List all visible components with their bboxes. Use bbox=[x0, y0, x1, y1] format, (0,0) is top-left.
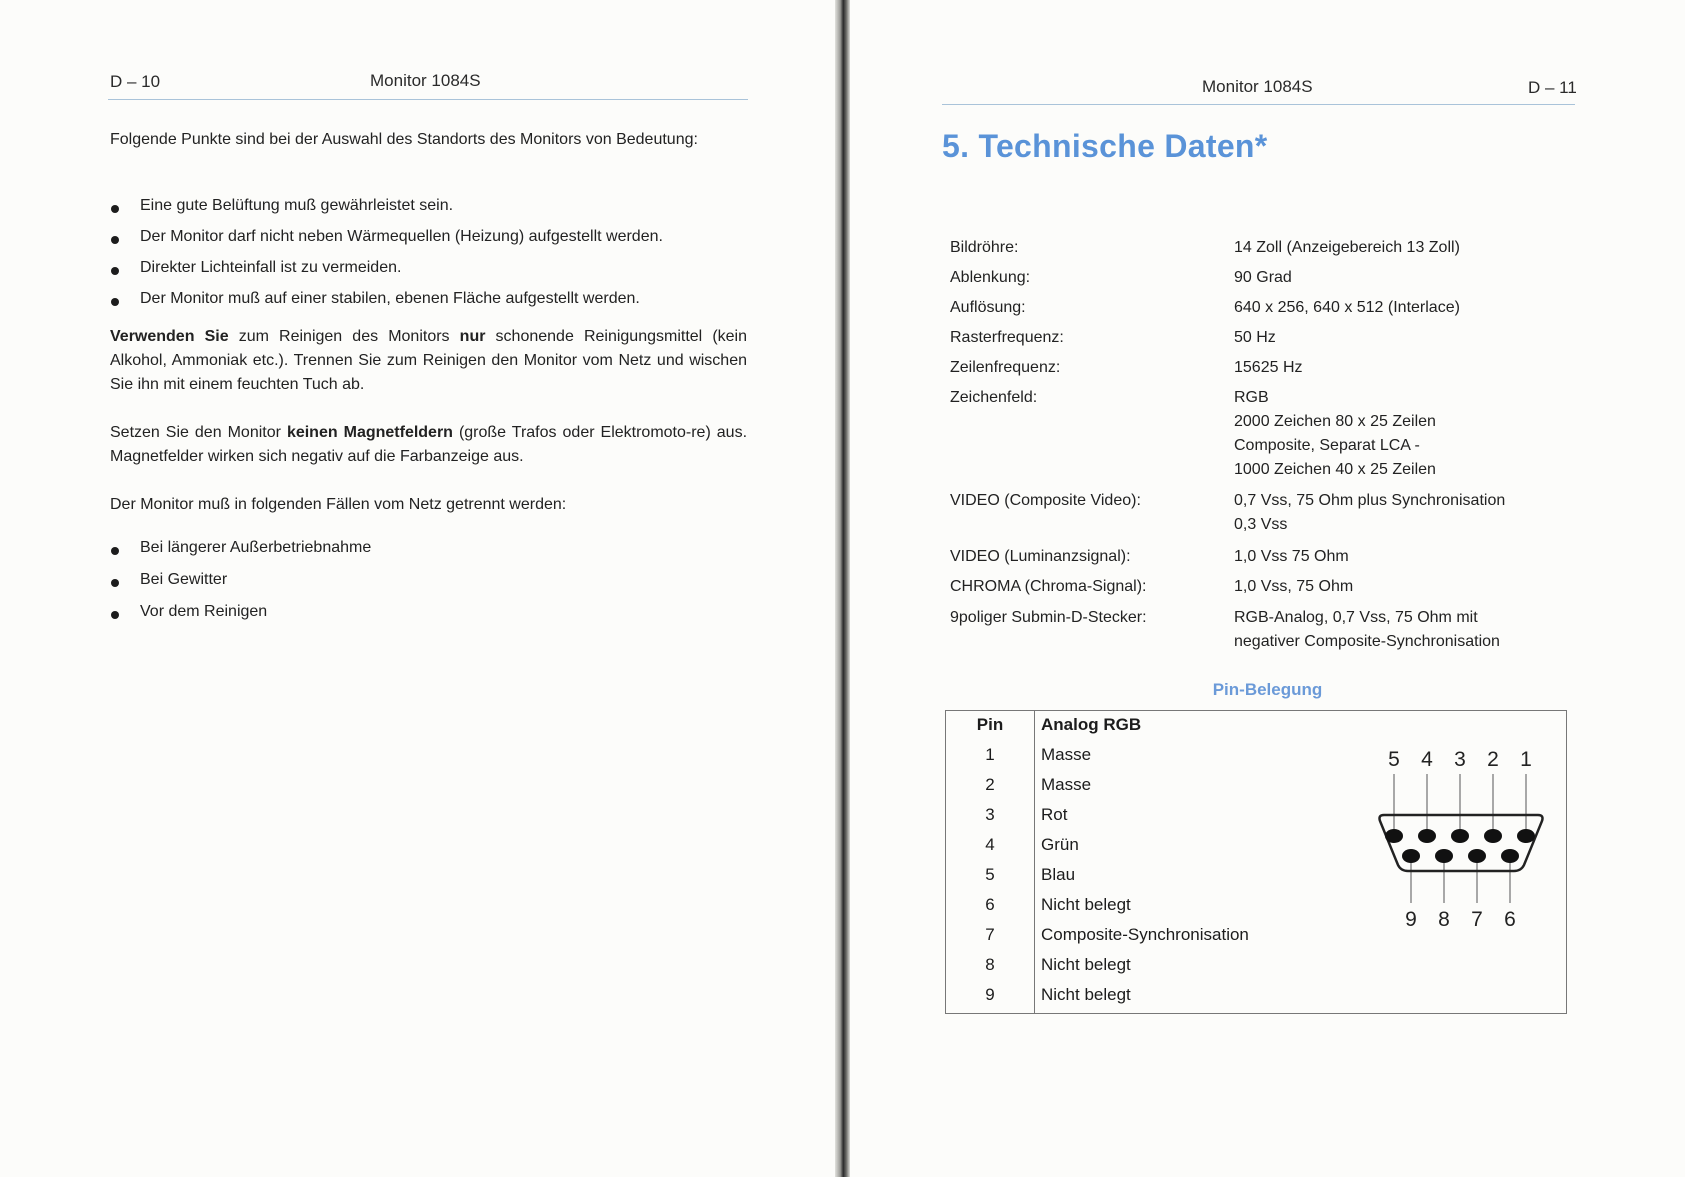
left-page-number: D – 10 bbox=[110, 72, 161, 91]
pin-number: 4 bbox=[985, 835, 995, 854]
spec-value: 14 Zoll (Anzeigebereich 13 Zoll) bbox=[1234, 239, 1460, 256]
spec-label: Bildröhre: bbox=[950, 239, 1019, 256]
cleaning-paragraph bbox=[110, 325, 747, 397]
pin-number: 9 bbox=[985, 985, 995, 1004]
spec-value bbox=[1234, 489, 1564, 537]
spec-value: 1,0 Vss 75 Ohm bbox=[1234, 548, 1349, 565]
pin-number: 6 bbox=[985, 895, 995, 914]
spec-value bbox=[1234, 386, 1564, 482]
spec-value-line: 0,3 Vss bbox=[1234, 516, 1288, 533]
right-page bbox=[850, 0, 1685, 1177]
left-running-title: Monitor 1084S bbox=[370, 71, 481, 90]
connector-pin-label: 1 bbox=[1520, 748, 1532, 771]
spec-label: Rasterfrequenz: bbox=[950, 329, 1064, 346]
list-item: Vor dem Reinigen bbox=[110, 603, 760, 635]
spec-value bbox=[1234, 606, 1564, 654]
pin-number: 7 bbox=[985, 925, 995, 944]
pin-number: 8 bbox=[985, 955, 995, 974]
magnet-text-1: Setzen Sie den Monitor bbox=[110, 424, 287, 441]
spec-value-line: RGB bbox=[1234, 389, 1269, 406]
cleaning-bold-1: Verwenden Sie bbox=[110, 328, 229, 345]
cleaning-text-2: schonende Reinigungsmittel (kein Alkohol, Ammoniak etc.). Trennen Sie zum Reinigen den Monitor vom Netz und wischen Sie ihn mit einem feuchten Tuch ab. bbox=[110, 328, 748, 393]
magnet-text-2: (große Trafos oder Elektromoto-re) aus. Magnetfelder wirken sich negativ auf die Farbanzeige aus. bbox=[110, 424, 748, 465]
pin-number: 2 bbox=[985, 775, 995, 794]
spec-value-line: 0,7 Vss, 75 Ohm plus Synchronisation bbox=[1234, 492, 1506, 509]
cleaning-bold-2: nur bbox=[459, 328, 486, 345]
right-page-number: D – 11 bbox=[1528, 78, 1577, 97]
connector-pin-label: 2 bbox=[1487, 748, 1499, 771]
spec-value: 1,0 Vss, 75 Ohm bbox=[1234, 578, 1354, 595]
placement-bullet-list bbox=[110, 197, 760, 321]
chapter-title: 5. Technische Daten* bbox=[942, 128, 1268, 164]
magnet-bold-1: keinen Magnetfeldern bbox=[286, 424, 453, 441]
disconnect-paragraph: Der Monitor muß in folgenden Fällen vom Netz getrennt werden: bbox=[110, 496, 567, 513]
spec-value-line: RGB-Analog, 0,7 Vss, 75 Ohm mit bbox=[1234, 609, 1478, 626]
cleaning-text-1: zum Reinigen des Monitors bbox=[228, 328, 460, 345]
spec-value-line: negativer Composite-Synchronisation bbox=[1234, 633, 1500, 650]
spec-label: CHROMA (Chroma-Signal): bbox=[950, 578, 1147, 595]
connector-pin-label: 4 bbox=[1421, 748, 1433, 771]
list-item: Direkter Lichteinfall ist zu vermeiden. bbox=[110, 259, 760, 290]
pin-description: Nicht belegt bbox=[1041, 955, 1131, 974]
right-header-rule bbox=[942, 104, 1575, 105]
spec-value: 15625 Hz bbox=[1234, 359, 1303, 376]
disconnect-bullet-list bbox=[110, 539, 760, 635]
pin-number: 5 bbox=[985, 865, 995, 884]
list-item: Bei längerer Außerbetriebnahme bbox=[110, 539, 760, 571]
connector-pin-label: 9 bbox=[1405, 908, 1417, 931]
spec-value: 50 Hz bbox=[1234, 329, 1276, 346]
spec-label: VIDEO (Luminanzsignal): bbox=[950, 548, 1131, 565]
intro-paragraph: Folgende Punkte sind bei der Auswahl des Standorts des Monitors von Bedeutung: bbox=[110, 131, 698, 148]
table-row bbox=[946, 981, 1566, 1011]
spec-label: Zeilenfrequenz: bbox=[950, 359, 1061, 376]
connector-pin-label: 3 bbox=[1454, 748, 1466, 771]
list-item: Der Monitor darf nicht neben Wärmequellen (Heizung) aufgestellt werden. bbox=[110, 228, 760, 259]
spec-value: 90 Grad bbox=[1234, 269, 1292, 286]
list-item: Eine gute Belüftung muß gewährleistet sein. bbox=[110, 197, 760, 228]
connector-pin-label: 7 bbox=[1471, 908, 1483, 931]
spec-value-line: 2000 Zeichen 80 x 25 Zeilen bbox=[1234, 413, 1436, 430]
pin-table-caption: Pin-Belegung bbox=[1212, 680, 1323, 699]
db9-connector-diagram bbox=[1376, 741, 1556, 961]
spec-value-line: 1000 Zeichen 40 x 25 Zeilen bbox=[1234, 461, 1436, 478]
connector-pins bbox=[1385, 829, 1535, 863]
pin-description: Masse bbox=[1041, 775, 1092, 794]
desc-header-label: Analog RGB bbox=[1041, 715, 1142, 734]
spec-value-line: Composite, Separat LCA - bbox=[1234, 437, 1420, 454]
list-item: Der Monitor muß auf einer stabilen, ebenen Fläche aufgestellt werden. bbox=[110, 290, 760, 321]
pin-number: 3 bbox=[985, 805, 995, 824]
spec-label: Ablenkung: bbox=[950, 269, 1031, 286]
book-spine bbox=[835, 0, 850, 1177]
pin-description: Masse bbox=[1041, 745, 1092, 764]
magnet-paragraph bbox=[110, 421, 747, 469]
pin-description: Blau bbox=[1041, 865, 1076, 884]
left-page bbox=[0, 0, 835, 1177]
list-item: Bei Gewitter bbox=[110, 571, 760, 603]
spec-value: 640 x 256, 640 x 512 (Interlace) bbox=[1234, 299, 1460, 316]
pin-table-header bbox=[946, 711, 1566, 741]
connector-pin-label: 6 bbox=[1504, 908, 1516, 931]
pin-header-label: Pin bbox=[976, 715, 1004, 734]
pin-description: Composite-Synchronisation bbox=[1041, 925, 1249, 944]
pin-number: 1 bbox=[985, 745, 995, 764]
left-header-rule bbox=[108, 99, 748, 100]
spec-label: 9poliger Submin-D-Stecker: bbox=[950, 609, 1147, 626]
right-running-title: Monitor 1084S bbox=[1202, 77, 1313, 96]
pin-description: Grün bbox=[1041, 835, 1079, 854]
pin-description: Nicht belegt bbox=[1041, 895, 1131, 914]
spec-label: Auflösung: bbox=[950, 299, 1026, 316]
connector-pin-label: 5 bbox=[1388, 748, 1400, 771]
pin-description: Rot bbox=[1041, 805, 1068, 824]
pin-description: Nicht belegt bbox=[1041, 985, 1131, 1004]
connector-pin-label: 8 bbox=[1438, 908, 1450, 931]
spec-label: VIDEO (Composite Video): bbox=[950, 492, 1141, 509]
spec-label: Zeichenfeld: bbox=[950, 389, 1038, 406]
connector-shell bbox=[1380, 815, 1543, 871]
pin-table bbox=[945, 710, 1567, 1014]
